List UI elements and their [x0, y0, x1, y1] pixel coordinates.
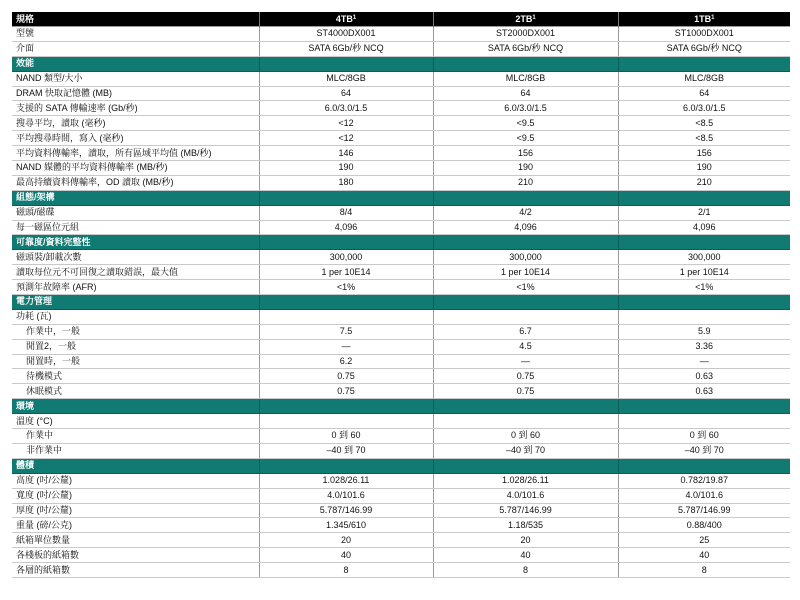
spec-value: 1 per 10E14 [433, 265, 618, 280]
spec-value: 5.9 [618, 324, 790, 339]
spec-value: <1% [618, 280, 790, 295]
spec-value: 1 per 10E14 [259, 265, 433, 280]
spec-value [618, 309, 790, 324]
section-filler-cell [618, 56, 790, 71]
spec-label: 高度 (吋/公釐) [12, 473, 259, 488]
spec-label: 介面 [12, 41, 259, 56]
section-title: 組態/架構 [12, 190, 259, 205]
spec-value: 8 [259, 563, 433, 578]
spec-row [12, 369, 790, 384]
section-filler-cell [618, 235, 790, 250]
section-filler-cell [433, 190, 618, 205]
section-filler-cell [433, 399, 618, 414]
spec-label: 每一磁區位元組 [12, 220, 259, 235]
spec-value: 146 [259, 146, 433, 161]
spec-value: 64 [433, 86, 618, 101]
spec-table [12, 12, 790, 578]
header-row [12, 12, 790, 27]
spec-value: 1.028/26.11 [259, 473, 433, 488]
spec-row [12, 41, 790, 56]
spec-value: 5.787/146.99 [618, 503, 790, 518]
spec-value: 5.787/146.99 [433, 503, 618, 518]
spec-row [12, 473, 790, 488]
section-title: 電力管理 [12, 295, 259, 310]
section-header-row [12, 235, 790, 250]
spec-value: 4,096 [618, 220, 790, 235]
spec-label: 作業中，一般 [12, 324, 259, 339]
spec-value: 6.0/3.0/1.5 [259, 101, 433, 116]
spec-row [12, 354, 790, 369]
spec-table-header [12, 12, 790, 27]
spec-row [12, 443, 790, 458]
spec-value: MLC/8GB [433, 71, 618, 86]
spec-label: 寬度 (吋/公釐) [12, 488, 259, 503]
spec-value: <8.5 [618, 131, 790, 146]
spec-value: 6.0/3.0/1.5 [433, 101, 618, 116]
spec-value: <1% [433, 280, 618, 295]
header-col-name: 2TB [515, 14, 533, 24]
spec-value: 190 [433, 161, 618, 176]
spec-value: 4.5 [433, 339, 618, 354]
footnote-mark: 1 [532, 15, 536, 21]
spec-row [12, 503, 790, 518]
spec-label: 溫度 (°C) [12, 414, 259, 429]
section-header-row [12, 56, 790, 71]
spec-value: 210 [618, 175, 790, 190]
spec-label: NAND 媒體的平均資料傳輸率 (MB/秒) [12, 161, 259, 176]
spec-row [12, 146, 790, 161]
spec-value: 210 [433, 175, 618, 190]
spec-label: 讀取每位元不可回復之讀取錯誤，最大值 [12, 265, 259, 280]
spec-row [12, 518, 790, 533]
spec-value: 300,000 [433, 250, 618, 265]
spec-value: 156 [433, 146, 618, 161]
spec-value [433, 309, 618, 324]
spec-row [12, 175, 790, 190]
spec-value: 0.75 [433, 384, 618, 399]
spec-value: 0 到 60 [433, 429, 618, 444]
spec-value: <8.5 [618, 116, 790, 131]
spec-value: 40 [259, 548, 433, 563]
section-filler-cell [618, 458, 790, 473]
spec-row [12, 280, 790, 295]
spec-label: NAND 類型/大小 [12, 71, 259, 86]
spec-value: 0 到 60 [618, 429, 790, 444]
spec-value: 5.787/146.99 [259, 503, 433, 518]
spec-label: 最高持續資料傳輸率，OD 讀取 (MB/秒) [12, 175, 259, 190]
spec-label: 厚度 (吋/公釐) [12, 503, 259, 518]
spec-value: 4/2 [433, 205, 618, 220]
spec-value: <9.5 [433, 116, 618, 131]
spec-value: <1% [259, 280, 433, 295]
spec-value: 64 [618, 86, 790, 101]
section-title: 可靠度/資料完整性 [12, 235, 259, 250]
spec-row [12, 116, 790, 131]
section-filler-cell [618, 190, 790, 205]
spec-value: 3.36 [618, 339, 790, 354]
section-filler-cell [433, 458, 618, 473]
spec-value: 8 [433, 563, 618, 578]
spec-value: 0 到 60 [259, 429, 433, 444]
spec-value: –40 到 70 [433, 443, 618, 458]
spec-row [12, 384, 790, 399]
header-col-2tb [433, 12, 618, 27]
spec-value: 4.0/101.6 [259, 488, 433, 503]
spec-label: 平均資料傳輸率，讀取，所有區域平均值 (MB/秒) [12, 146, 259, 161]
spec-value: 6.2 [259, 354, 433, 369]
spec-value: 190 [259, 161, 433, 176]
spec-row [12, 250, 790, 265]
section-filler-cell [259, 190, 433, 205]
spec-label: 閒置2，一般 [12, 339, 259, 354]
spec-label: 磁頭裝/卸載次數 [12, 250, 259, 265]
spec-value [618, 414, 790, 429]
spec-value: 20 [259, 533, 433, 548]
spec-value: 0.88/400 [618, 518, 790, 533]
spec-value [259, 309, 433, 324]
section-filler-cell [618, 399, 790, 414]
spec-value: SATA 6Gb/秒 NCQ [259, 41, 433, 56]
footnote-mark: 1 [352, 15, 357, 21]
section-header-row [12, 190, 790, 205]
spec-label: 非作業中 [12, 443, 259, 458]
section-header-row [12, 399, 790, 414]
section-filler-cell [259, 458, 433, 473]
header-spec-label: 規格 [12, 12, 259, 27]
spec-value: 180 [259, 175, 433, 190]
spec-value: 0.782/19.87 [618, 473, 790, 488]
spec-value: 6.0/3.0/1.5 [618, 101, 790, 116]
spec-label: 搜尋平均，讀取 (毫秒) [12, 116, 259, 131]
spec-label: 預測年故障率 (AFR) [12, 280, 259, 295]
spec-value: ST4000DX001 [259, 27, 433, 42]
spec-value: SATA 6Gb/秒 NCQ [618, 41, 790, 56]
spec-value: 25 [618, 533, 790, 548]
spec-row [12, 205, 790, 220]
spec-row [12, 488, 790, 503]
spec-row [12, 324, 790, 339]
spec-label: 型號 [12, 27, 259, 42]
footnote-mark: 1 [711, 15, 715, 21]
spec-value: 1 per 10E14 [618, 265, 790, 280]
spec-row [12, 161, 790, 176]
spec-row [12, 220, 790, 235]
spec-value: 0.63 [618, 384, 790, 399]
spec-row [12, 429, 790, 444]
spec-value: 1.345/610 [259, 518, 433, 533]
spec-value [433, 414, 618, 429]
section-title: 體積 [12, 458, 259, 473]
spec-value: — [433, 354, 618, 369]
spec-row [12, 131, 790, 146]
section-filler-cell [433, 56, 618, 71]
spec-value: 0.75 [259, 369, 433, 384]
spec-value: <12 [259, 116, 433, 131]
spec-value: 7.5 [259, 324, 433, 339]
section-filler-cell [618, 295, 790, 310]
header-col-1tb [618, 12, 790, 27]
spec-value: 6.7 [433, 324, 618, 339]
spec-value: 20 [433, 533, 618, 548]
spec-row [12, 563, 790, 578]
spec-value: ST2000DX001 [433, 27, 618, 42]
spec-row [12, 414, 790, 429]
spec-value: 1.18/535 [433, 518, 618, 533]
spec-label: 各棧板的紙箱數 [12, 548, 259, 563]
section-filler-cell [433, 235, 618, 250]
header-col-4tb [259, 12, 433, 27]
spec-value: <9.5 [433, 131, 618, 146]
spec-value: 300,000 [259, 250, 433, 265]
spec-label: 功耗 (瓦) [12, 309, 259, 324]
spec-value: 40 [433, 548, 618, 563]
spec-value: SATA 6Gb/秒 NCQ [433, 41, 618, 56]
spec-value: –40 到 70 [259, 443, 433, 458]
spec-value: 156 [618, 146, 790, 161]
spec-row [12, 339, 790, 354]
spec-value: 190 [618, 161, 790, 176]
spec-row [12, 309, 790, 324]
spec-value: 4,096 [433, 220, 618, 235]
spec-label: 待機模式 [12, 369, 259, 384]
spec-row [12, 533, 790, 548]
spec-value: — [259, 339, 433, 354]
spec-value: 1.028/26.11 [433, 473, 618, 488]
section-filler-cell [259, 56, 433, 71]
header-col-name: 1TB [694, 14, 712, 24]
spec-value: 4.0/101.6 [433, 488, 618, 503]
header-col-name: 4TB [335, 14, 353, 24]
section-title: 效能 [12, 56, 259, 71]
section-header-row [12, 295, 790, 310]
spec-value: 300,000 [618, 250, 790, 265]
section-filler-cell [433, 295, 618, 310]
spec-value: 2/1 [618, 205, 790, 220]
section-filler-cell [259, 295, 433, 310]
section-filler-cell [259, 235, 433, 250]
spec-value: 4.0/101.6 [618, 488, 790, 503]
spec-row [12, 71, 790, 86]
spec-value: 64 [259, 86, 433, 101]
spec-value: 40 [618, 548, 790, 563]
spec-value: MLC/8GB [618, 71, 790, 86]
spec-value: –40 到 70 [618, 443, 790, 458]
spec-row [12, 101, 790, 116]
spec-row [12, 27, 790, 42]
spec-label: 休眠模式 [12, 384, 259, 399]
spec-value: ST1000DX001 [618, 27, 790, 42]
spec-value: 0.75 [259, 384, 433, 399]
spec-value: 4,096 [259, 220, 433, 235]
spec-value [259, 414, 433, 429]
section-title: 環境 [12, 399, 259, 414]
spec-label: 磁頭/磁碟 [12, 205, 259, 220]
spec-row [12, 265, 790, 280]
spec-label: 各層的紙箱數 [12, 563, 259, 578]
spec-row [12, 86, 790, 101]
spec-value: 8 [618, 563, 790, 578]
spec-label: 支援的 SATA 傳輸速率 (Gb/秒) [12, 101, 259, 116]
spec-table-body [12, 27, 790, 578]
spec-row [12, 548, 790, 563]
spec-label: 作業中 [12, 429, 259, 444]
spec-label: DRAM 快取記憶體 (MB) [12, 86, 259, 101]
section-header-row [12, 458, 790, 473]
spec-label: 平均搜尋時間，寫入 (毫秒) [12, 131, 259, 146]
spec-label: 閒置時，一般 [12, 354, 259, 369]
spec-value: 0.75 [433, 369, 618, 384]
spec-label: 重量 (磅/公克) [12, 518, 259, 533]
spec-value: — [618, 354, 790, 369]
spec-label: 紙箱單位數量 [12, 533, 259, 548]
spec-value: 0.63 [618, 369, 790, 384]
spec-value: 8/4 [259, 205, 433, 220]
section-filler-cell [259, 399, 433, 414]
spec-value: <12 [259, 131, 433, 146]
spec-value: MLC/8GB [259, 71, 433, 86]
